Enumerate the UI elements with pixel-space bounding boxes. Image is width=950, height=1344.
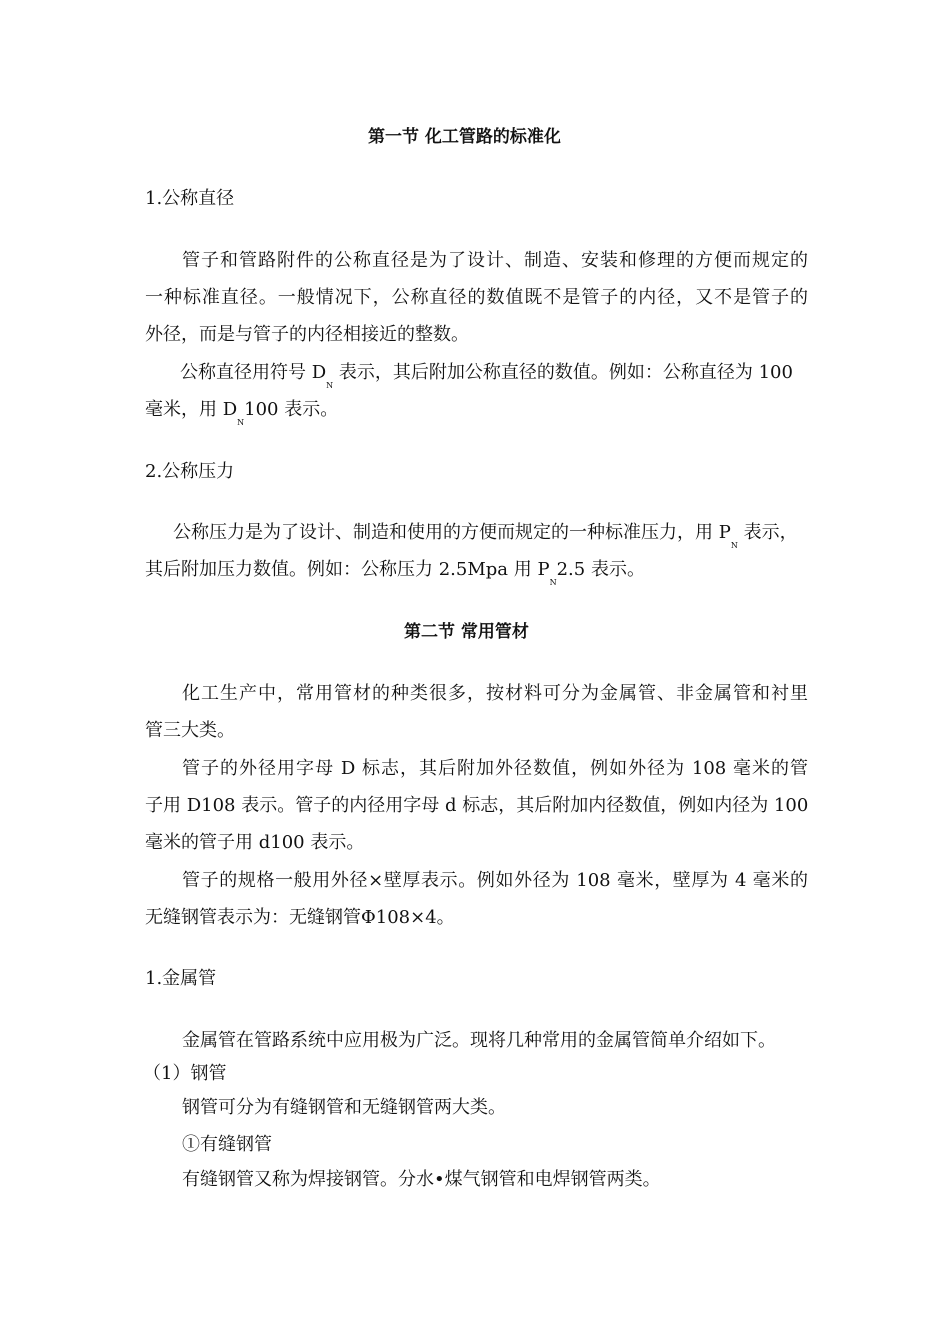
text-run: 表示，其后附加公称直径的数值。例如：公称直径为 100 [333,362,793,383]
subscript: N [326,381,334,390]
text-run: 其后附加压力数值。例如：公称压力 2.5Mpa 用 P [145,559,550,580]
paragraph-line: 一种标准直径。一般情况下，公称直径的数值既不是管子的内径，又不是管子的 [145,287,808,308]
text-run: 公称直径用符号 D [180,362,327,383]
paragraph-line: 管子的规格一般用外径×壁厚表示。例如外径为 108 毫米，壁厚为 4 毫米的 [182,870,808,891]
paragraph-line [145,398,339,427]
text-run: 2.5 表示。 [556,559,645,580]
subscript: N [237,418,245,427]
text-run: 公称压力是为了设计、制造和使用的方便而规定的一种标准压力，用 P [173,522,731,543]
paragraph-line: 金属管在管路系统中应用极为广泛。现将几种常用的金属管简单介绍如下。 [182,1030,776,1051]
paragraph-line: 管子和管路附件的公称直径是为了设计、制造、安装和修理的方便而规定的 [182,250,808,271]
section-2-title: 第二节 常用管材 [404,622,529,642]
paragraph-line: 化工生产中，常用管材的种类很多，按材料可分为金属管、非金属管和衬里 [182,683,808,704]
paragraph-line: 管三大类。 [145,720,235,741]
paragraph-line: 无缝钢管表示为：无缝钢管Φ108×4。 [145,907,455,928]
subscript: N [549,578,557,587]
paragraph-line [180,361,793,390]
item-1-heading: 1.公称直径 [145,188,235,209]
section-1-title: 第一节 化工管路的标准化 [368,127,561,147]
metal-pipe-heading: 1.金属管 [145,968,217,989]
item-2-heading: 2.公称压力 [145,461,235,482]
paragraph-line: 子用 D108 表示。管子的内径用字母 d 标志，其后附加内径数值，例如内径为 100 [145,795,809,816]
paragraph-line: 毫米的管子用 d100 表示。 [145,832,365,853]
text-run: 表示， [737,522,798,543]
text-run: 100 表示。 [244,399,339,420]
subheading-steel-pipe: （1）钢管 [143,1063,227,1084]
paragraph-line [145,558,645,587]
paragraph-line: 管子的外径用字母 D 标志，其后附加外径数值，例如外径为 108 毫米的管 [182,758,808,779]
subscript: N [730,541,738,550]
paragraph-line [173,521,798,550]
paragraph-line: 有缝钢管又称为焊接钢管。分水•煤气钢管和电焊钢管两类。 [182,1169,661,1190]
subheading-seam-pipe: ①有缝钢管 [182,1134,272,1155]
paragraph-line: 外径，而是与管子的内径相接近的整数。 [145,324,469,345]
paragraph-line: 钢管可分为有缝钢管和无缝钢管两大类。 [182,1097,506,1118]
text-run: 毫米，用 D [145,399,238,420]
